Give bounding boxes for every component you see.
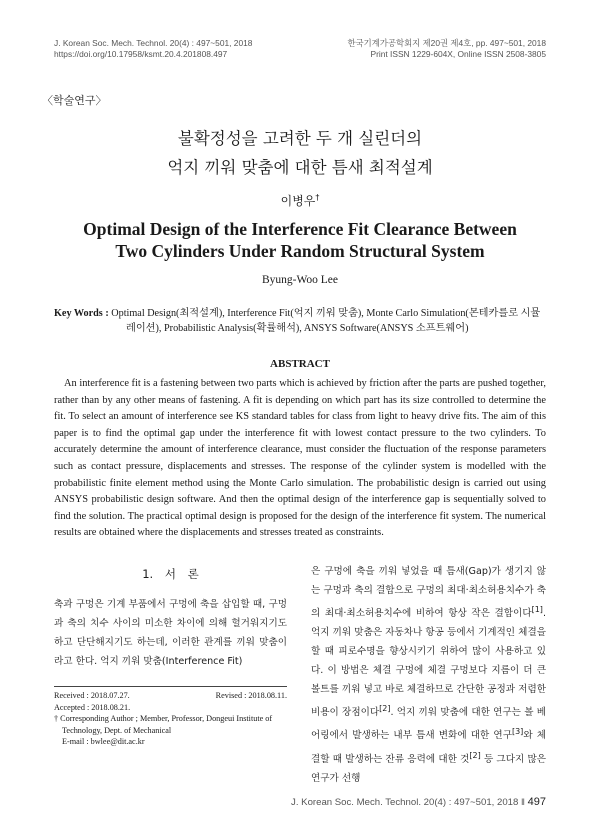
intro-text-part-5: 등 그다지 많은 연구가 선행 [311,753,546,784]
title-en-line-1: Optimal Design of the Interference Fit Clearance Between [83,219,517,239]
section-heading-introduction: 1. 서 론 [142,567,199,581]
accepted-date: Accepted : 2018.08.21. [54,702,131,712]
doi-link[interactable]: https://doi.org/10.17958/ksmt.20.4.201808.497 [54,49,228,59]
abstract-body: An interference fit is a fastening between two parts which is achieved by friction after the parts are pushed together, rather than by any other means of fastening. A fit is depending on which part has its size controlled to determine the fit. To select an amount of interference see KS standard tables for class from light to heavy drive fits. The aim of this paper is to find the optimal gap under the interference fit with lowest contact pressure to the two cylinders. To accurately determine the amount of interference clearance, must consider the fluctuation of the response parameters such as contact pressure, displacements and stresses. The response of the cylinder system is modelled with the probabilistic finite element method using the Monte Carlo simulation. The probabilistic design is carried out using ANSYS probabilistic design software. And then the optimal design of the interference gap is sequentially solved to find the solution. The practical optimal design is proposed for the design of the interference fit system. The numerical results are obtained where the displacements and stresses treated as constraints. [54,378,546,539]
issn-line: Print ISSN 1229-604X, Online ISSN 2508-3805 [370,49,546,59]
keywords-text: Optimal Design(최적설계), Interference Fit(억지 끼워 맞춤), Monte Carlo Simulation(몬테카를로 시뮬레이션), Probabilistic Analysis(확률해석), ANSYS Software(ANSYS 소프트웨어) [111,308,541,334]
category-tag: 〈학술연구〉 [42,94,107,107]
corresponding-author-line-2: Technology, Dept. of Mechanical [62,725,172,735]
title-en-line-2: Two Cylinders Under Random Structural System [115,241,485,261]
running-footer [291,796,546,808]
author-ko-name: 이병우 [280,194,316,208]
running-header-left [54,38,252,60]
abstract-heading: ABSTRACT [270,358,330,370]
keywords-label: Key Words : [54,308,109,319]
keywords [54,306,546,336]
reference-2[interactable]: [2] [379,704,391,714]
reference-1[interactable]: [1] [531,605,543,614]
journal-citation-ko: 한국기계가공학회지 제20권 제4호, pp. 497~501, 2018 [347,38,546,48]
paper-title-english [0,218,600,262]
footnote-dates [54,690,287,702]
journal-citation: J. Korean Soc. Mech. Technol. 20(4) : 497~501, 2018 [54,38,253,48]
author-korean [0,192,600,209]
author-english: Byung-Woo Lee [261,274,339,286]
reference-3[interactable]: [3] [511,727,524,737]
intro-right-column [311,562,546,788]
intro-left-column: 축과 구멍은 기계 부품에서 구멍에 축을 삽입할 때, 구멍과 축의 치수 사이의 미소한 차이에 의해 헐거워지기도 하고 단단해지기도 하는데, 이러한 관계를 끼워 맞춤이라고 한다. 억지 끼워 맞춤(Interference Fit) [54,599,287,667]
corresponding-author-line-1: † Corresponding Author ; Member, Professor, Dongeui Institute of [54,714,273,723]
page-number: 497 [527,796,546,808]
footer-citation: J. Korean Soc. Mech. Technol. 20(4) : 497~501, 2018 ‖ [291,797,525,808]
paper-title-korean [0,124,600,182]
footnote-divider [54,686,287,687]
running-header-right [347,38,546,60]
intro-text-part-4: 와 체결할 때 발생하는 잔류 응력에 대한 것 [311,730,546,765]
intro-text-part-2: . 억지 끼워 맞춤은 자동차나 항공 등에서 기계적인 체결을 할 때 피로수명을 향상시키기 위하여 많이 사용하고 있다. 이 방법은 체결 구멍에 체결 구멍보다 지름이 더 큰 볼트를 끼워 넣고 바로 체결하므로 간단한 공정과 저렴한 비용이 장점이다 [311,608,546,719]
received-date: Received : 2018.07.27. [54,691,130,700]
footnote-block [54,690,287,748]
intro-text-part-3: . 억지 끼워 맞춤에 대한 연구는 볼 베어링에서 발생하는 내부 틈새 변화에 대한 연구 [311,707,546,742]
author-email[interactable]: E-mail : bwlee@dit.ac.kr [62,737,145,746]
corresponding-mark: † [315,193,320,202]
title-ko-line-2: 억지 끼워 맞춤에 대한 틈새 최적설계 [167,158,433,177]
reference-4[interactable]: [2] [469,750,481,760]
intro-text-part-1: 은 구멍에 축을 끼워 넣었을 때 틈새(Gap)가 생기지 않는 구멍과 축의 결합으로 구멍의 최대·최소허용치수가 축의 최대·최소허용치수에 비하여 항상 작은 결합이다 [311,566,546,620]
revised-date: Revised : 2018.08.11. [215,691,287,700]
title-ko-line-1: 불확정성을 고려한 두 개 실린더의 [177,129,423,148]
